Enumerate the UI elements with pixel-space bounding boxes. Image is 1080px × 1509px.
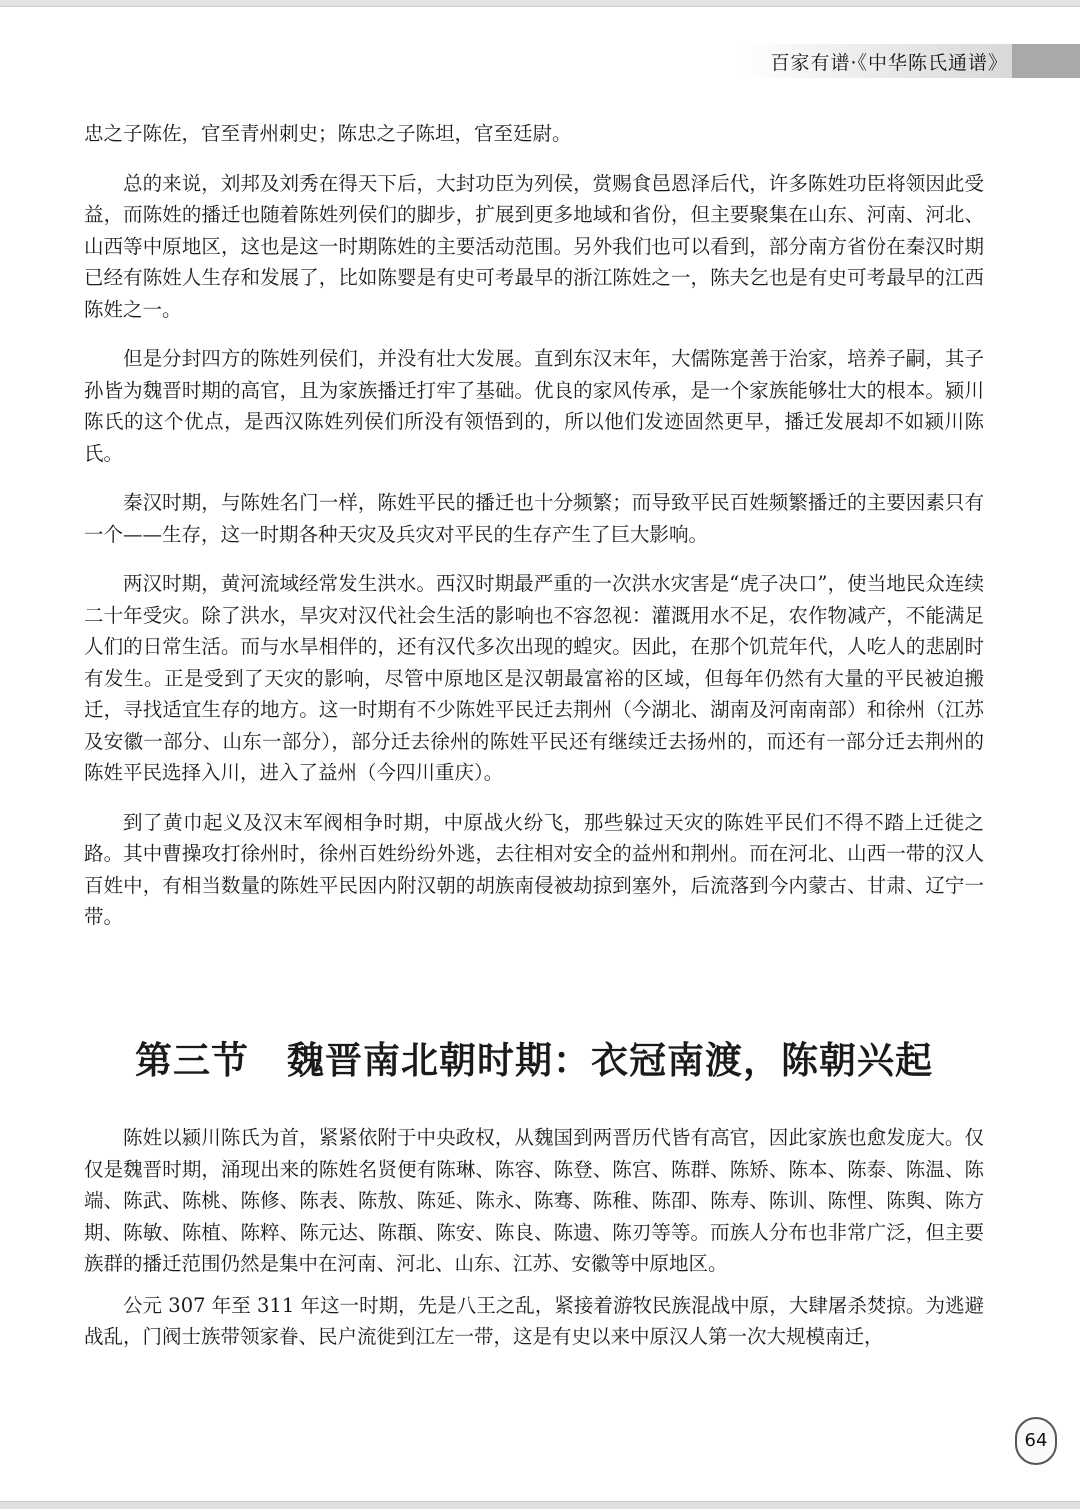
paragraph: 两汉时期，黄河流域经常发生洪水。西汉时期最严重的一次洪水灾害是“虎子决口”，使当地民众连续二十年受灾。除了洪水，旱灾对汉代社会生活的影响也不容忽视：灌溉用水不足，农作物减产，不能满足人们的日常生活。而与水旱相伴的，还有汉代多次出现的蝗灾。因此，在那个饥荒年代，人吃人的悲剧时有发生。正是受到了天灾的影响，尽管中原地区是汉朝最富裕的区域，但每年仍然有大量的平民被迫搬迁，寻找适宜生存的地方。这一时期有不少陈姓平民迁去荆州（今湖北、湖南及河南南部）和徐州（江苏及安徽一部分、山东一部分），部分迁去徐州的陈姓平民还有继续迁去扬州的，而还有一部分迁去荆州的陈姓平民选择入川，进入了益州（今四川重庆）。 <box>84 572 984 784</box>
page-number: 64 <box>1015 1417 1057 1465</box>
section-heading: 第三节 魏晋南北朝时期：衣冠南渡，陈朝兴起 <box>135 1038 933 1082</box>
top-border <box>0 0 1080 7</box>
paragraph: 忠之子陈佐，官至青州刺史；陈忠之子陈坦，官至廷尉。 <box>84 122 572 145</box>
paragraph: 陈姓以颍川陈氏为首，紧紧依附于中央政权，从魏国到两晋历代皆有高官，因此家族也愈发庞大。仅仅是魏晋时期，涌现出来的陈姓名贤便有陈琳、陈容、陈登、陈宫、陈群、陈矫、陈本、陈泰、陈温、陈端、陈武、陈桃、陈修、陈表、陈敖、陈延、陈永、陈骞、陈稚、陈卲、陈寿、陈训、陈悝、陈舆、陈方期、陈敏、陈植、陈粹、陈元达、陈頵、陈安、陈良、陈遗、陈刃等等。而族人分布也非常广泛，但主要族群的播迁范围仍然是集中在河南、河北、山东、江苏、安徽等中原地区。 <box>84 1126 984 1275</box>
header-tab <box>1012 44 1080 78</box>
paragraph: 总的来说，刘邦及刘秀在得天下后，大封功臣为列侯，赏赐食邑恩泽后代，许多陈姓功臣将领因此受益，而陈姓的播迁也随着陈姓列侯们的脚步，扩展到更多地域和省份，但主要聚集在山东、河南、河北、山西等中原地区，这也是这一时期陈姓的主要活动范围。另外我们也可以看到，部分南方省份在秦汉时期已经有陈姓人生存和发展了，比如陈婴是有史可考最早的浙江陈姓之一，陈夫乞也是有史可考最早的江西陈姓之一。 <box>84 171 984 321</box>
paragraph: 公元 307 年至 311 年这一时期，先是八王之乱，紧接着游牧民族混战中原，大肆屠杀焚掠。为逃避战乱，门阀士族带领家眷、民户流徙到江左一带，这是有史以来中原汉人第一次大规模南迁， <box>84 1293 984 1348</box>
paragraph: 到了黄巾起义及汉末军阀相争时期，中原战火纷飞，那些躲过天灾的陈姓平民们不得不踏上迁徙之路。其中曹操攻打徐州时，徐州百姓纷纷外逃，去往相对安全的益州和荆州。而在河北、山西一带的汉人百姓中，有相当数量的陈姓平民因内附汉朝的胡族南侵被劫掠到塞外，后流落到今内蒙古、甘肃、辽宁一带。 <box>84 810 984 928</box>
body-text-top <box>84 118 984 951</box>
body-text-bottom <box>84 1122 984 1363</box>
running-header: 百家有谱·《中华陈氏通谱》 <box>770 52 1008 74</box>
paragraph: 秦汉时期，与陈姓名门一样，陈姓平民的播迁也十分频繁；而导致平民百姓频繁播迁的主要因素只有一个——生存，这一时期各种天灾及兵灾对平民的生存产生了巨大影响。 <box>84 491 984 546</box>
paragraph: 但是分封四方的陈姓列侯们，并没有壮大发展。直到东汉末年，大儒陈寔善于治家，培养子嗣，其子孙皆为魏晋时期的高官，且为家族播迁打牢了基础。优良的家风传承，是一个家族能够壮大的根本。颍川陈氏的这个优点，是西汉陈姓列侯们所没有领悟到的，所以他们发迹固然更早，播迁发展却不如颍川陈氏。 <box>84 347 984 465</box>
